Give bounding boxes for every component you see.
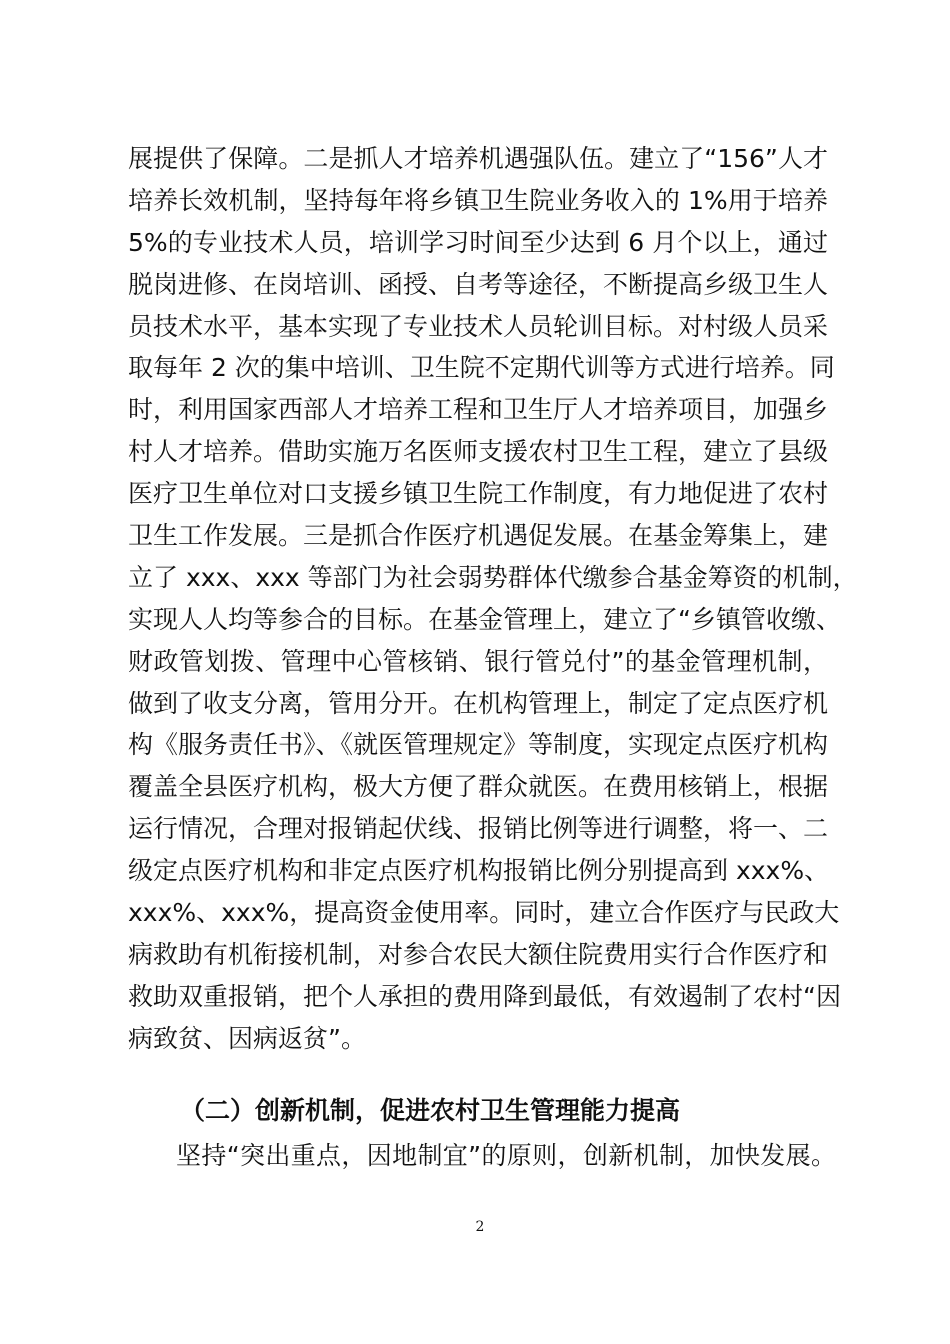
body-line: 财政管划拨、管理中心管核销、银行管兑付”的基金管理机制， [128,646,828,676]
body-line: 时，利用国家西部人才培养工程和卫生厅人才培养项目，加强乡 [128,395,829,425]
page-number: 2 [475,1219,485,1235]
body-line: 脱岗进修、在岗培训、函授、自考等途径，不断提高乡级卫生人 [128,269,829,299]
body-line: 医疗卫生单位对口支援乡镇卫生院工作制度，有力地促进了农村 [128,479,829,509]
body-line: 病救助有机衔接机制，对参合农民大额住院费用实行合作医疗和 [128,939,829,969]
body-line: 运行情况，合理对报销起伏线、报销比例等进行调整，将一、二 [128,814,829,844]
body-line: 取每年 2 次的集中培训、卫生院不定期代训等方式进行培养。同 [128,353,835,383]
body-line: 卫生工作发展。三是抓合作医疗机遇促发展。在基金筹集上，建 [128,521,829,551]
body-paragraph [128,138,858,1060]
body-line: 级定点医疗机构和非定点医疗机构报销比例分别提高到 xxx%、 [128,856,830,886]
body-line: 展提供了保障。二是抓人才培养机遇强队伍。建立了“156”人才 [128,144,828,173]
body-line: 培养长效机制，坚持每年将乡镇卫生院业务收入的 1%用于培养 [128,185,828,215]
body-line: xxx%、xxx%，提高资金使用率。同时，建立合作医疗与民政大 [128,898,840,928]
body-line: 病致贫、因病返贫”。 [128,1023,366,1053]
body-line: 实现人人均等参合的目标。在基金管理上，建立了“乡镇管收缴、 [128,604,841,634]
body-line: 员技术水平，基本实现了专业技术人员轮训目标。对村级人员采 [128,311,829,341]
closing-line: 坚持“突出重点，因地制宜”的原则，创新机制，加快发展。 [176,1141,836,1170]
body-line: 构《服务责任书》、《就医管理规定》等制度，实现定点医疗机构 [128,730,829,760]
body-line: 做到了收支分离，管用分开。在机构管理上，制定了定点医疗机 [128,688,829,718]
body-line: 5%的专业技术人员，培训学习时间至少达到 6 月个以上，通过 [128,227,828,257]
body-line: 立了 xxx、xxx 等部门为社会弱势群体代缴参合基金筹资的机制， [128,562,858,592]
body-line: 村人才培养。借助实施万名医师支援农村卫生工程，建立了县级 [128,437,829,467]
body-line: 救助双重报销，把个人承担的费用降到最低，有效遏制了农村“因 [128,981,841,1011]
section-heading: （二）创新机制，促进农村卫生管理能力提高 [180,1096,681,1125]
body-line: 覆盖全县医疗机构，极大方便了群众就医。在费用核销上，根据 [128,772,829,802]
